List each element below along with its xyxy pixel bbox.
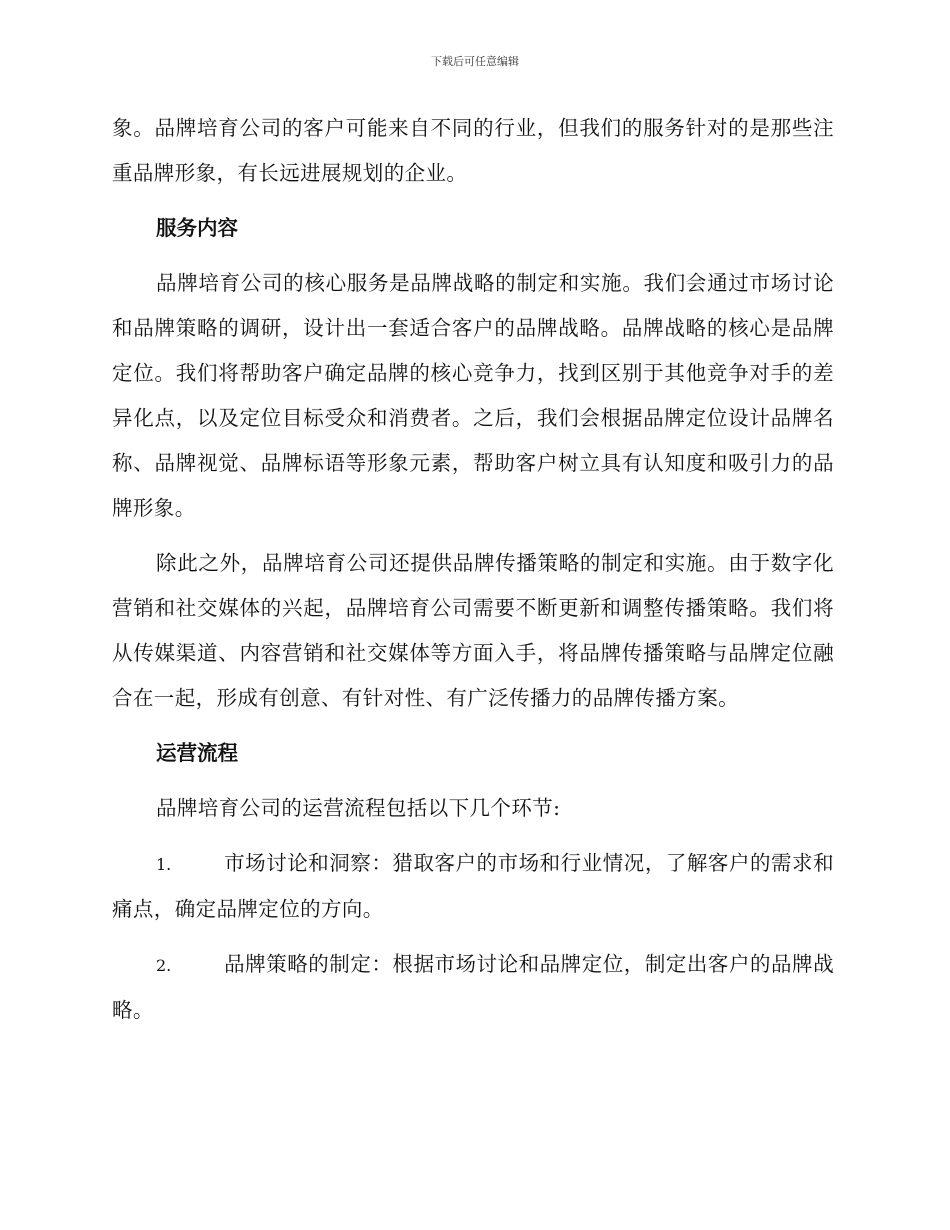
paragraph-continuation: 象。品牌培育公司的客户可能来自不同的行业，但我们的服务针对的是那些注重品牌形象，有长远进展规划的企业。	[112, 116, 834, 185]
page-header: 下载后可任意编辑	[431, 55, 519, 68]
paragraph-services-core: 品牌培育公司的核心服务是品牌战略的制定和实施。我们会通过市场讨论和品牌策略的调研，设计出一套适合客户的品牌战略。品牌战略的核心是品牌定位。我们将帮助客户确定品牌的核心竞争力，找到区别于其他竞争对手的差异化点，以及定位目标受众和消费者。之后，我们会根据品牌定位设计品牌名称、品牌视觉、品牌标语等形象元素，帮助客户树立具有认知度和吸引力的品牌形象。	[112, 271, 834, 520]
document-body	[112, 106, 834, 1043]
paragraph-services-communication: 除此之外，品牌培育公司还提供品牌传播策略的制定和实施。由于数字化营销和社交媒体的兴起，品牌培育公司需要不断更新和调整传播策略。我们将从传媒渠道、内容营销和社交媒体等方面入手，将品牌传播策略与品牌定位融合在一起，形成有创意、有针对性、有广泛传播力的品牌传播方案。	[112, 551, 834, 710]
list-item-text: 市场讨论和洞察：猎取客户的市场和行业情况，了解客户的需求和痛点，确定品牌定位的方向。	[112, 851, 834, 921]
list-item-number: 2.	[156, 956, 172, 975]
list-item-number: 1.	[156, 855, 172, 874]
section-title-services: 服务内容	[156, 216, 238, 240]
section-title-operations: 运营流程	[156, 741, 238, 765]
list-item	[112, 942, 834, 1033]
list-item	[112, 841, 834, 932]
paragraph-operations-intro: 品牌培育公司的运营流程包括以下几个环节:	[156, 796, 561, 820]
list-item-text: 品牌策略的制定：根据市场讨论和品牌定位，制定出客户的品牌战略。	[112, 952, 834, 1022]
